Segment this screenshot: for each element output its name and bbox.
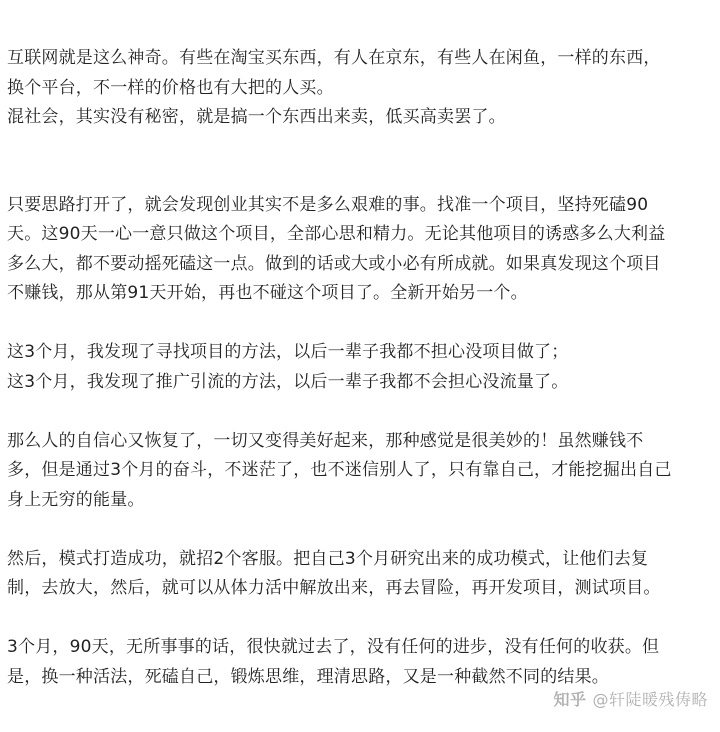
paragraph-5 [7, 545, 713, 604]
watermark-author: @轩陡暖残俦略 [592, 690, 708, 709]
text-line: 不赚钱，那从第91天开始，再也不碰这个项目了。全新开始另一个。 [7, 283, 528, 303]
paragraph-spacer [7, 397, 713, 427]
text-line: 制，去放大，然后，就可以从体力活中解放出来，再去冒险，再开发项目，测试项目。 [7, 578, 661, 598]
text-line: 天。这90天一心一意只做这个项目，全部心思和精力。无论其他项目的诱惑多么大利益 [7, 224, 666, 244]
text-line: 这3个月，我发现了推广引流的方法，以后一辈子我都不会担心没流量了。 [7, 371, 569, 392]
paragraph-spacer [7, 515, 713, 545]
text-line: 多，但是通过3个月的奋斗，不迷茫了，也不迷信别人了，只有靠自己，才能挖掘出自己 [7, 460, 672, 480]
watermark-site: 知乎 [553, 690, 587, 709]
paragraph-spacer [7, 309, 713, 339]
text-line: 3个月，90天，无所事事的话，很快就过去了，没有任何的进步，没有任何的收获。但 [7, 637, 660, 657]
paragraph-1 [7, 44, 713, 133]
text-line: 互联网就是这么神奇。有些在淘宝买东西，有人在京东，有些人在闲鱼，一样的东西， [7, 48, 661, 68]
paragraph-3 [7, 338, 713, 397]
text-line: 是，换一种活法，死磕自己，锻炼思维，理清思路，又是一种截然不同的结果。 [7, 666, 609, 687]
paragraph-4 [7, 427, 713, 516]
text-line: 这3个月，我发现了寻找项目的方法，以后一辈子我都不担心没项目做了； [7, 342, 569, 362]
text-line: 那么人的自信心又恢复了，一切又变得美好起来，那种感觉是很美妙的！虽然赚钱不 [7, 430, 644, 451]
text-line: 身上无穷的能量。 [7, 489, 145, 510]
text-line: 换个平台，不一样的价格也有大把的人买。 [7, 77, 334, 98]
zhihu-watermark [553, 687, 708, 710]
paragraph-6 [7, 633, 713, 692]
text-line: 只要思路打开了，就会发现创业其实不是多么艰难的事。找准一个项目，坚持死磕90 [7, 194, 649, 215]
text-line: 然后，模式打造成功，就招2个客服。把自己3个月研究出来的成功模式，让他们去复 [7, 548, 649, 569]
paragraph-spacer [7, 133, 713, 191]
paragraph-2 [7, 191, 713, 309]
paragraph-spacer [7, 604, 713, 634]
text-line: 混社会，其实没有秘密，就是搞一个东西出来卖，低买高卖罢了。 [7, 107, 506, 127]
article-body [7, 44, 713, 692]
text-line: 多么大，都不要动摇死磕这一点。做到的话或大或小必有所成就。如果真发现这个项目 [7, 253, 661, 274]
